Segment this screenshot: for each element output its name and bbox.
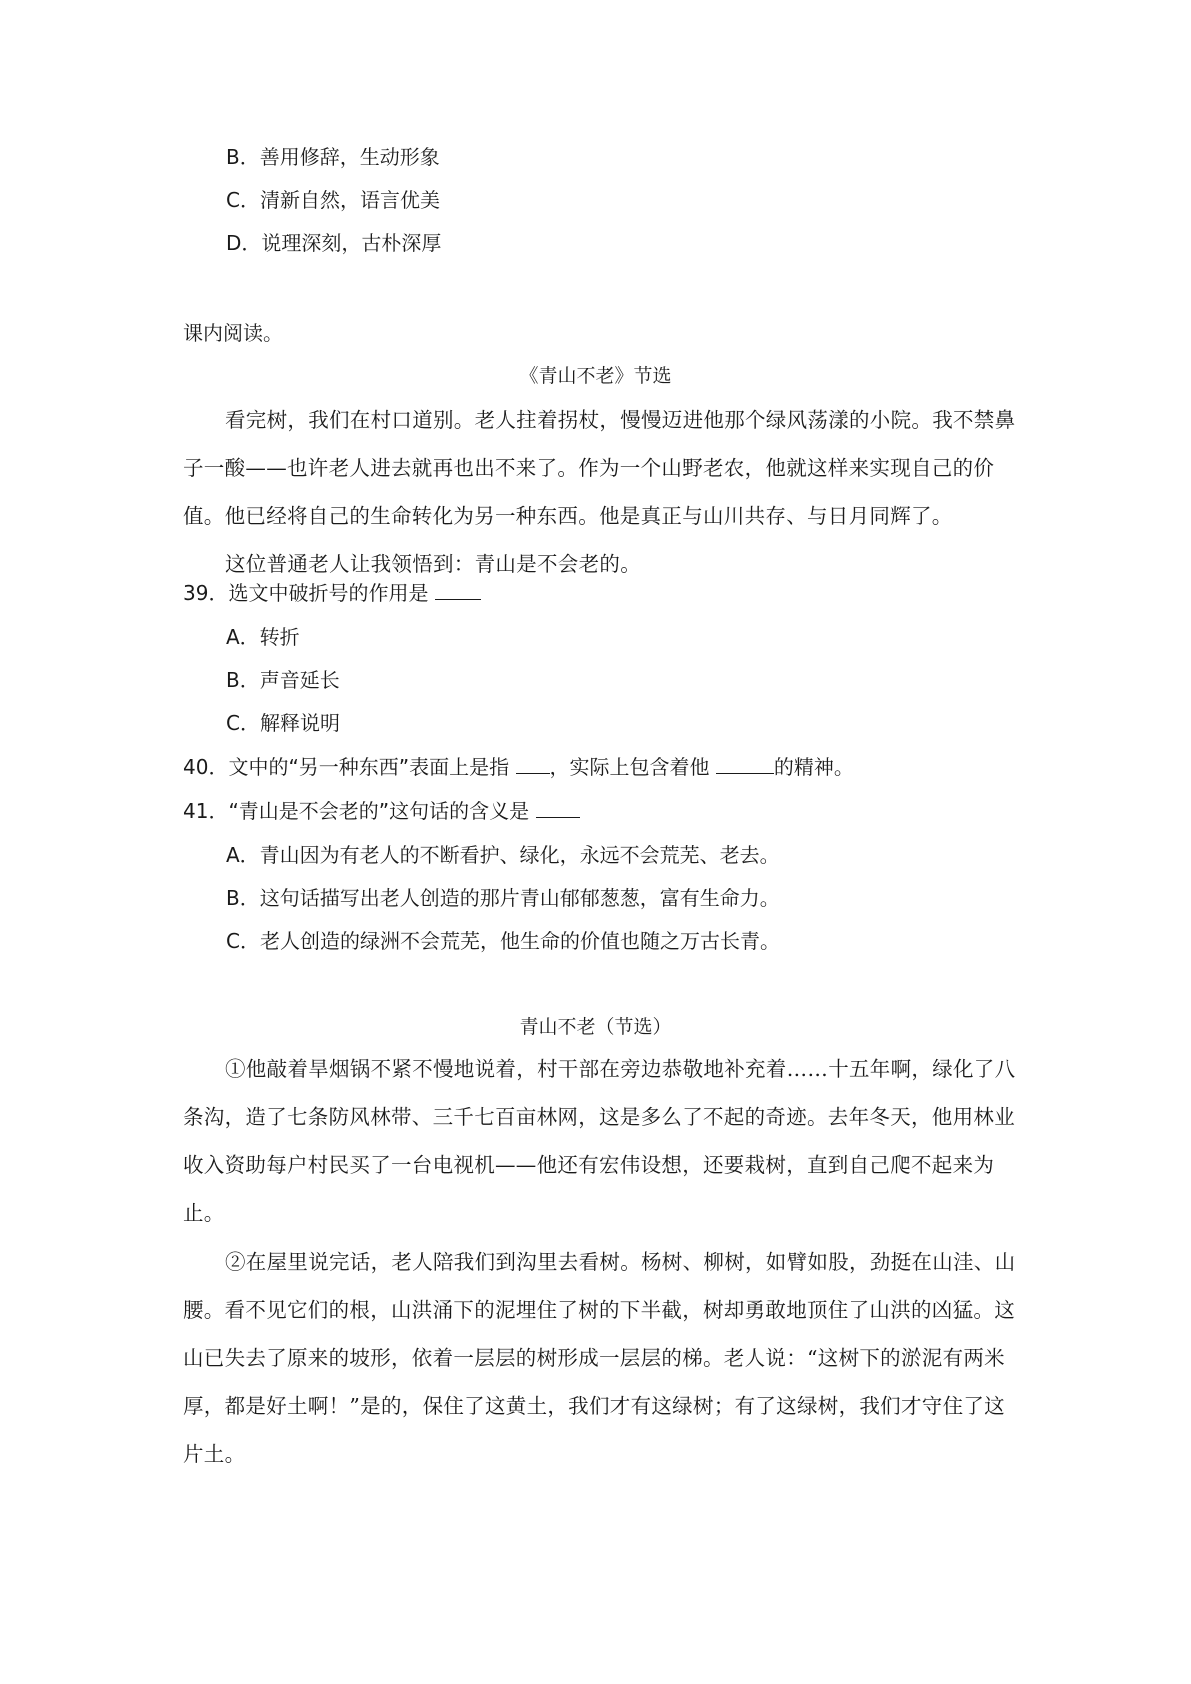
passage1-paragraph-1: 看完树，我们在村口道别。老人拄着拐杖，慢慢迈进他那个绿风荡漾的小院。我不禁鼻子一酸——也许老人进去就再也出不来了。作为一个山野老农，他就这样来实现自己的价值。他已经将自己的生命转化为另一种东西。他是真正与山川共存、与日月同辉了。 <box>183 408 1016 528</box>
passage1-paragraph-2: 这位普通老人让我领悟到：青山是不会老的。 <box>225 552 641 576</box>
q41-stem: 41．“青山是不会老的”这句话的含义是 <box>183 796 580 826</box>
option-c-top: C．清新自然，语言优美 <box>226 188 440 212</box>
passage2-paragraph-1: ①他敲着旱烟锅不紧不慢地说着，村干部在旁边恭敬地补充着……十五年啊，绿化了八条沟，造了七条防风林带、三千七百亩林网，这是多么了不起的奇迹。去年冬天，他用林业收入资助每户村民买了一台电视机——他还有宏伟设想，还要栽树，直到自己爬不起来为止。 <box>183 1057 1016 1225</box>
passage2-paragraph-2: ②在屋里说完话，老人陪我们到沟里去看树。杨树、柳树，如臂如股，劲挺在山洼、山腰。看不见它们的根，山洪涌下的泥埋住了树的下半截，树却勇敢地顶住了山洪的凶猛。这山已失去了原来的坡形，依着一层层的树形成一层层的梯。老人说：“这树下的淤泥有两米厚，都是好土啊！”是的，保住了这黄土，我们才有这绿树；有了这绿树，我们才守住了这片土。 <box>183 1250 1016 1466</box>
q39-option-b: B．声音延长 <box>226 668 340 692</box>
q41-answer-blank[interactable] <box>536 797 580 818</box>
option-d-top: D．说理深刻，古朴深厚 <box>226 231 442 255</box>
option-b-top: B．善用修辞，生动形象 <box>226 145 440 169</box>
q41-option-c: C．老人创造的绿洲不会荒芜，他生命的价值也随之万古长青。 <box>226 929 780 953</box>
q39-answer-blank[interactable] <box>435 579 481 600</box>
passage1-title: 《青山不老》节选 <box>519 365 672 387</box>
q40-blank-1[interactable] <box>516 753 550 774</box>
q39-stem: 39．选文中破折号的作用是 <box>183 578 481 608</box>
q39-option-c: C．解释说明 <box>226 711 340 735</box>
q41-option-a: A．青山因为有老人的不断看护、绿化，永远不会荒芜、老去。 <box>226 843 780 867</box>
q39-option-a: A．转折 <box>226 625 300 649</box>
q41-option-b: B．这句话描写出老人创造的那片青山郁郁葱葱，富有生命力。 <box>226 886 780 910</box>
q40-stem: 40．文中的“另一种东西”表面上是指 ，实际上包含着他 的精神。 <box>183 755 854 779</box>
q40-blank-2[interactable] <box>716 753 774 774</box>
passage2-title: 青山不老（节选） <box>519 1016 672 1038</box>
section-intro: 课内阅读。 <box>183 321 283 345</box>
